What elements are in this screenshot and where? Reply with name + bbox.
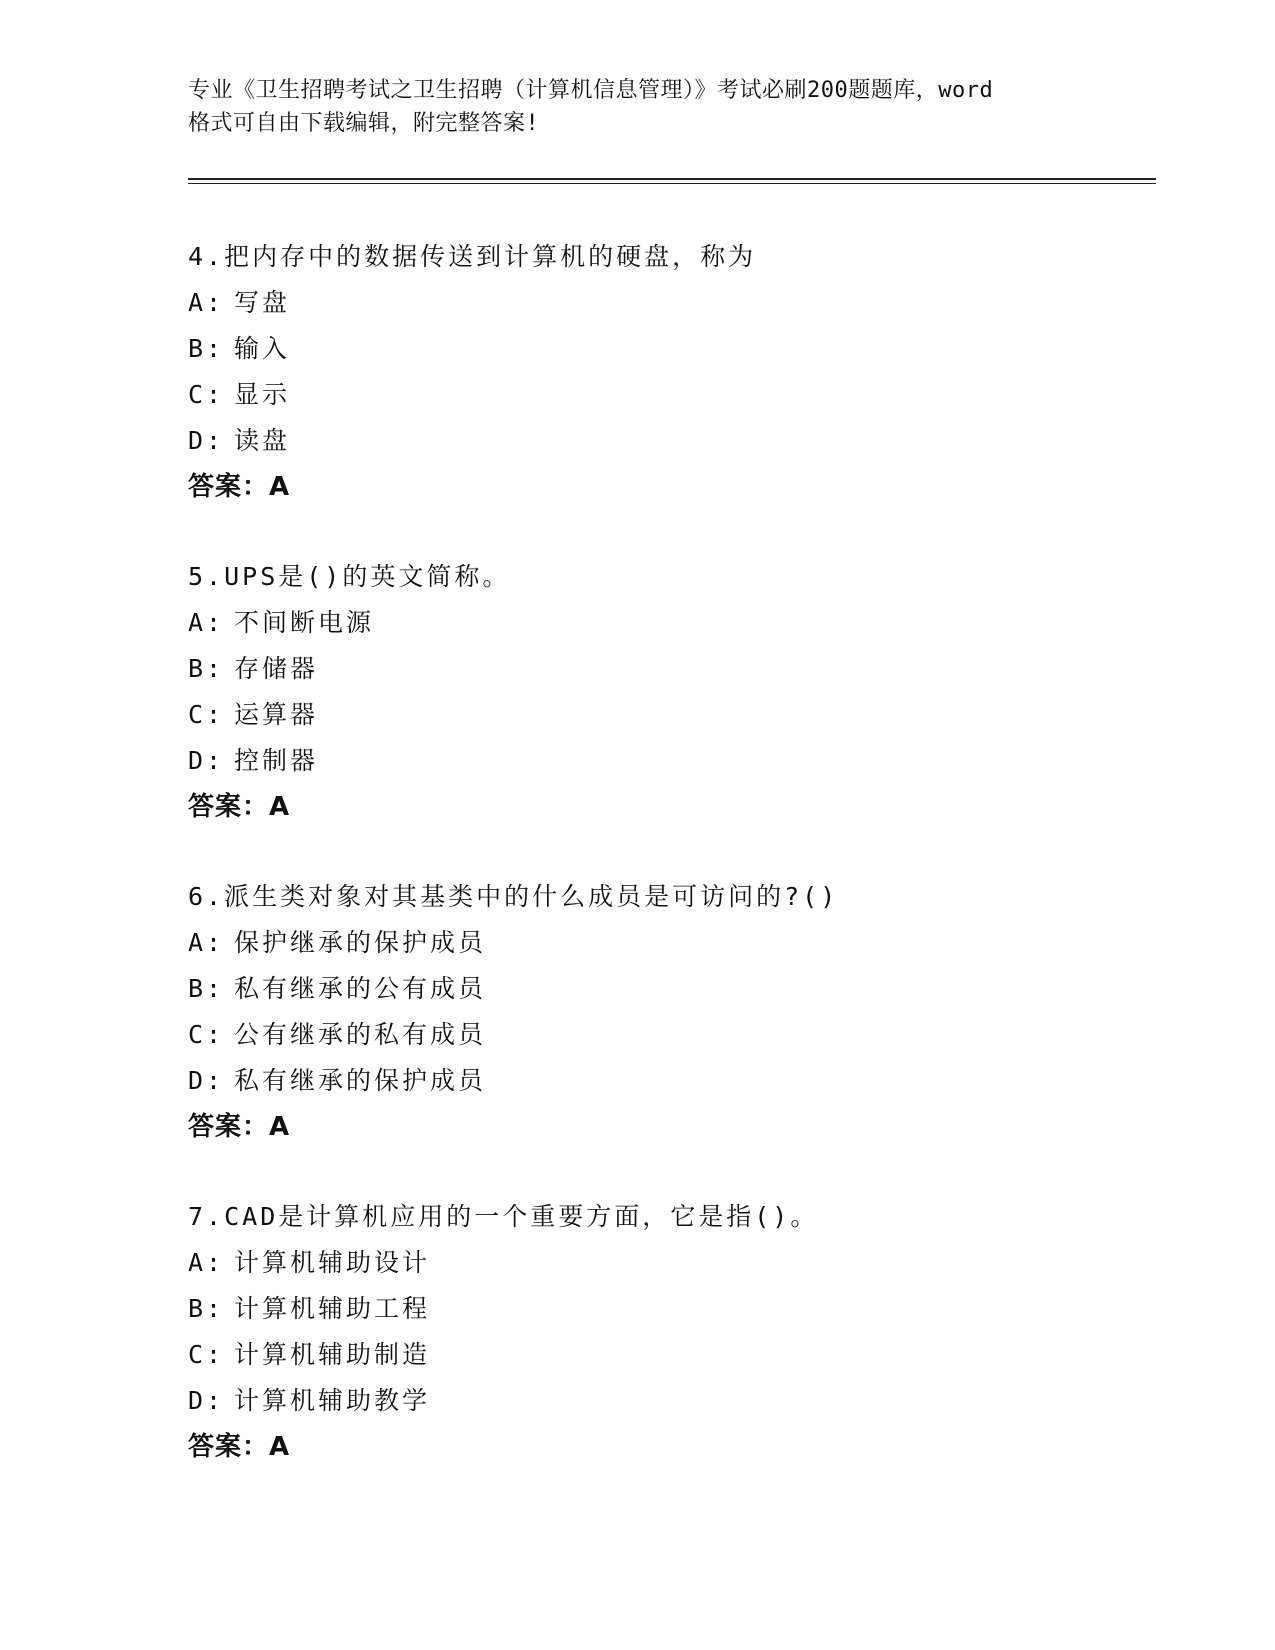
option-a: [188, 920, 1088, 966]
option-text: 存储器: [234, 654, 319, 683]
option-text: 控制器: [234, 746, 319, 775]
option-text: 计算机辅助教学: [234, 1386, 431, 1415]
option-d: [188, 1378, 1088, 1424]
question-block: [188, 554, 1088, 830]
option-text: 读盘: [234, 426, 291, 455]
option-text: 公有继承的私有成员: [234, 1020, 487, 1049]
option-key: B:: [188, 334, 225, 363]
question-block: [188, 1194, 1088, 1470]
option-key: C:: [188, 700, 225, 729]
option-text: 计算机辅助设计: [234, 1248, 431, 1277]
option-key: B:: [188, 974, 225, 1003]
header-divider-top: [188, 178, 1156, 180]
option-key: D:: [188, 746, 225, 775]
option-key: C:: [188, 1020, 225, 1049]
option-b: [188, 966, 1088, 1012]
option-key: C:: [188, 380, 225, 409]
question-stem: 4.把内存中的数据传送到计算机的硬盘，称为: [188, 242, 757, 271]
option-key: C:: [188, 1340, 225, 1369]
question-stem: 5.UPS是()的英文简称。: [188, 562, 511, 591]
option-key: A:: [188, 1248, 225, 1277]
option-text: 计算机辅助工程: [234, 1294, 431, 1323]
option-text: 输入: [234, 334, 291, 363]
option-text: 不间断电源: [234, 608, 375, 637]
option-d: [188, 418, 1088, 464]
option-key: A:: [188, 928, 225, 957]
option-a: [188, 1240, 1088, 1286]
option-key: D:: [188, 1386, 225, 1415]
document-header: [188, 74, 1088, 140]
option-b: [188, 1286, 1088, 1332]
option-text: 私有继承的公有成员: [234, 974, 487, 1003]
option-text: 写盘: [234, 288, 291, 317]
option-a: [188, 280, 1088, 326]
answer-line: 答案：A: [188, 1112, 291, 1142]
option-c: [188, 1332, 1088, 1378]
question-stem: 6.派生类对象对其基类中的什么成员是可访问的?(): [188, 882, 839, 911]
question-stem: 7.CAD是计算机应用的一个重要方面，它是指()。: [188, 1202, 819, 1231]
option-c: [188, 372, 1088, 418]
option-key: D:: [188, 1066, 225, 1095]
option-key: B:: [188, 1294, 225, 1323]
header-line-1: 专业《卫生招聘考试之卫生招聘（计算机信息管理）》考试必刷200题题库，word: [188, 78, 994, 103]
question-block: [188, 874, 1088, 1150]
option-d: [188, 1058, 1088, 1104]
option-text: 保护继承的保护成员: [234, 928, 487, 957]
option-key: A:: [188, 288, 225, 317]
option-d: [188, 738, 1088, 784]
option-key: A:: [188, 608, 225, 637]
option-key: D:: [188, 426, 225, 455]
option-a: [188, 600, 1088, 646]
answer-line: 答案：A: [188, 1432, 291, 1462]
answer-line: 答案：A: [188, 792, 291, 822]
option-text: 计算机辅助制造: [234, 1340, 431, 1369]
answer-line: 答案：A: [188, 472, 291, 502]
option-b: [188, 326, 1088, 372]
option-text: 运算器: [234, 700, 319, 729]
option-text: 显示: [234, 380, 291, 409]
header-line-2: 格式可自由下载编辑，附完整答案!: [188, 111, 540, 136]
option-key: B:: [188, 654, 225, 683]
option-b: [188, 646, 1088, 692]
question-block: [188, 234, 1088, 510]
option-text: 私有继承的保护成员: [234, 1066, 487, 1095]
header-divider-bottom: [188, 183, 1156, 184]
option-c: [188, 1012, 1088, 1058]
option-c: [188, 692, 1088, 738]
